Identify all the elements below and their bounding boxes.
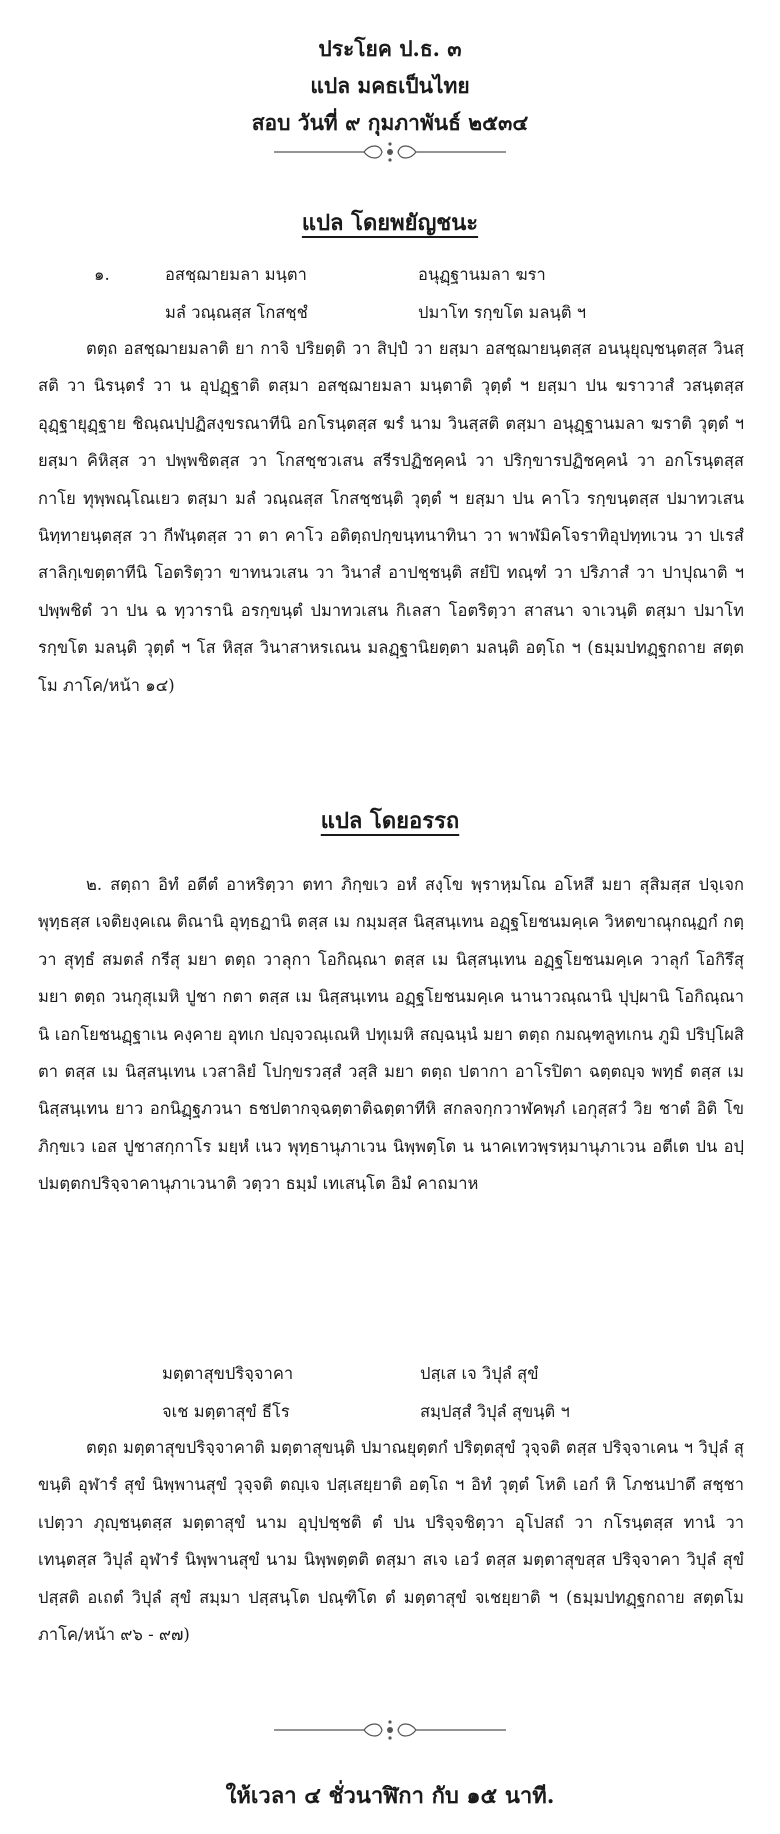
ornament-divider-bottom bbox=[272, 1718, 508, 1742]
verse-2-line-1-left: มตฺตาสุขปริจฺจาคา bbox=[162, 1364, 294, 1383]
exam-level-title: ประโยค ป.ธ. ๓ bbox=[318, 36, 462, 61]
time-allowed: ให้เวลา ๔ ชั่วนาฬิกา กับ ๑๕ นาที. bbox=[225, 1783, 555, 1809]
section-title-literal bbox=[0, 205, 780, 240]
section-title-meaning bbox=[0, 803, 780, 838]
section2-story-paragraph: ๒. สตฺถา อิทํ อตีตํ อาหริตฺวา ตทา ภิกฺขเว อหํ สงฺโข พฺราหฺมโณ อโหสึ มยา สุสิมสฺส ปจฺเจกพุทฺธสฺส เจติยงฺคเณ ติณานิ อุทฺธฏานิ ตสฺส เม กมฺมสฺส นิสฺสนฺเทน อฏฺฐโยชนมคฺเค วิหตขาณุกณฺฏกํ กตฺวา สุทฺธํ สมตลํ กรีสุ มยา ตตฺถ วาลุกา โอกิณฺณา ตสฺส เม นิสฺสนฺเทน อฏฺฐโยชนมคฺเค วาลุกํ โอกิรึสุ มยา ตตฺถ วนกุสุเมหิ ปูชา กตา ตสฺส เม นิสฺสนฺเทน อฏฺฐโยชนมคฺเค นานาวณฺณานิ ปุปฺผานิ โอกิณฺณานิ เอกโยชนฏฺฐาเน คงฺคาย อุทเก ปญฺจวณฺเณหิ ปทุเมหิ สญฺฉนฺนํ มยา ตตฺถ กมณฺฑลูทเกน ภูมิ ปริปฺโผสิตา ตสฺส เม นิสฺสนฺเทน เวสาลิยํ โปกฺขรวสฺสํ วสฺสิ มยา ตตฺถ ปตากา อาโรปิตา ฉตฺตญฺจ พทฺธํ ตสฺส เม นิสฺสนฺเทน ยาว อกนิฏฺฐภวนา ธชปตากจฺฉตฺตาติฉตฺตาทีหิ สกลจกฺกวาฬคพฺภํ เอกุสฺสวํ วิย ชาตํ อิติ โข ภิกฺขเว เอส ปูชาสกฺกาโร มยฺหํ เนว พุทฺธานุภาเวน นิพฺพตฺโต น นาคเทวพฺรหฺมานุภาเวน อตีเต ปน อปฺปมตฺตกปริจฺจาคานุภาเวนาติ วตฺวา ธมฺมํ เทเสนฺโต อิมํ คาถมาห bbox=[38, 875, 744, 1194]
exam-date: สอบ วันที่ ๙ กุมภาพันธ์ ๒๕๓๔ bbox=[251, 110, 529, 135]
verse-1-line-1-right: อนุฏฺฐานมลา ฆรา bbox=[418, 265, 546, 284]
exam-subject-title: แปล มคธเป็นไทย bbox=[310, 73, 470, 98]
verse-1-line-2-left: มลํ วณฺณสฺส โกสชฺชํ bbox=[165, 303, 308, 322]
verse-2-line-2-left: จเช มตฺตาสุขํ ธีโร bbox=[162, 1402, 290, 1421]
ornament-divider-top bbox=[272, 140, 508, 164]
verse-number-1: ๑. bbox=[94, 265, 110, 284]
section-title-meaning-text: แปล โดยอรรถ bbox=[320, 808, 460, 834]
verse-2-line-1-right: ปสฺเส เจ วิปุลํ สุขํ bbox=[420, 1364, 539, 1383]
section1-commentary-paragraph: ตตฺถ อสชฺฌายมลาติ ยา กาจิ ปริยตฺติ วา สิปฺปํ วา ยสฺมา อสชฺฌายนฺตสฺส อนนุยุญฺชนฺตสฺส วินสฺสติ วา นิรนฺตรํ วา น อุปฏฺฐาติ ตสฺมา อสชฺฌายมลา มนฺตาติ วุตฺตํ ฯ ยสฺมา ปน ฆราวาสํ วสนฺตสฺส อุฏฺฐายุฏฺฐาย ชิณฺณปฺปฏิสงฺขรณาทีนิ อกโรนฺตสฺส ฆรํ นาม วินสฺสติ ตสฺมา อนุฏฺฐานมลา ฆราติ วุตฺตํ ฯ ยสฺมา คิหิสฺส วา ปพฺพชิตสฺส วา โกสชฺชวเสน สรีรปฏิชคฺคนํ วา ปริกฺขารปฏิชคฺคนํ วา อกโรนฺตสฺส กาโย ทุพฺพณฺโณเยว ตสฺมา มลํ วณฺณสฺส โกสชฺชนฺติ วุตฺตํ ฯ ยสฺมา ปน คาโว รกฺขนฺตสฺส ปมาทวเสน นิทฺทายนฺตสฺส วา กีฬนฺตสฺส วา ตา คาโว อติตฺถปกฺขนฺทนาทินา วา พาฬมิคโจราทิอุปทฺทเวน วา ปเรสํ สาลิกฺเขตฺตาทีนิ โอตริตฺวา ขาทนวเสน วา วินาสํ อาปชฺชนฺติ สยํปิ ทณฺฑํ วา ปริภาสํ วา ปาปุณาติ ฯ ปพฺพชิตํ วา ปน ฉ ทฺวารานิ อรกฺขนฺตํ ปมาทวเสน กิเลสา โอตริตฺวา สาสนา จาเวนฺติ ตสฺมา ปมาโท รกฺขโต มลนฺติ วุตฺตํ ฯ โส หิสฺส วินาสาหรเณน มลฏฺฐานิยตฺตา มลนฺติ อตฺโถ ฯ (ธมฺมปทฏฺฐกถาย สตฺตโม ภาโค/หน้า ๑๔) bbox=[38, 339, 744, 695]
verse-1-line-2-right: ปมาโท รกฺขโต มลนฺติ ฯ bbox=[418, 303, 587, 322]
section2-commentary-paragraph: ตตฺถ มตฺตาสุขปริจฺจาคาติ มตฺตาสุขนฺติ ปมาณยุตฺตกํ ปริตฺตสุขํ วุจฺจติ ตสฺส ปริจฺจาเคน ฯ วิปุลํ สุขนฺติ อุฬารํ สุขํ นิพฺพานสุขํ วุจฺจติ ตญฺเจ ปสฺเสยฺยาติ อตฺโถ ฯ อิทํ วุตฺตํ โหติ เอกํ หิ โภชนปาตึ สชฺชาเปตฺวา ภุญฺชนฺตสฺส มตฺตาสุขํ นาม อุปฺปชฺชติ ตํ ปน ปริจฺจชิตฺวา อุโปสถํ วา กโรนฺตสฺส ทานํ วา เทนฺตสฺส วิปุลํ อุฬารํ นิพฺพานสุขํ นาม นิพฺพตฺตติ ตสฺมา สเจ เอวํ ตสฺส มตฺตาสุขสฺส ปริจฺจาคา วิปุลํ สุขํ ปสฺสติ อเถตํ วิปุลํ สุขํ สมฺมา ปสฺสนฺโต ปณฺฑิโต ตํ มตฺตาสุขํ จเชยฺยาติ ฯ (ธมฺมปทฏฺฐกถาย สตฺตโม ภาโค/หน้า ๙๖ - ๙๗) bbox=[38, 1438, 744, 1645]
verse-2-line-2-right: สมฺปสฺสํ วิปุลํ สุขนฺติ ฯ bbox=[420, 1402, 570, 1421]
section-title-literal-text: แปล โดยพยัญชนะ bbox=[301, 210, 479, 236]
verse-1-line-1-left: อสชฺฌายมลา มนฺตา bbox=[165, 265, 307, 284]
